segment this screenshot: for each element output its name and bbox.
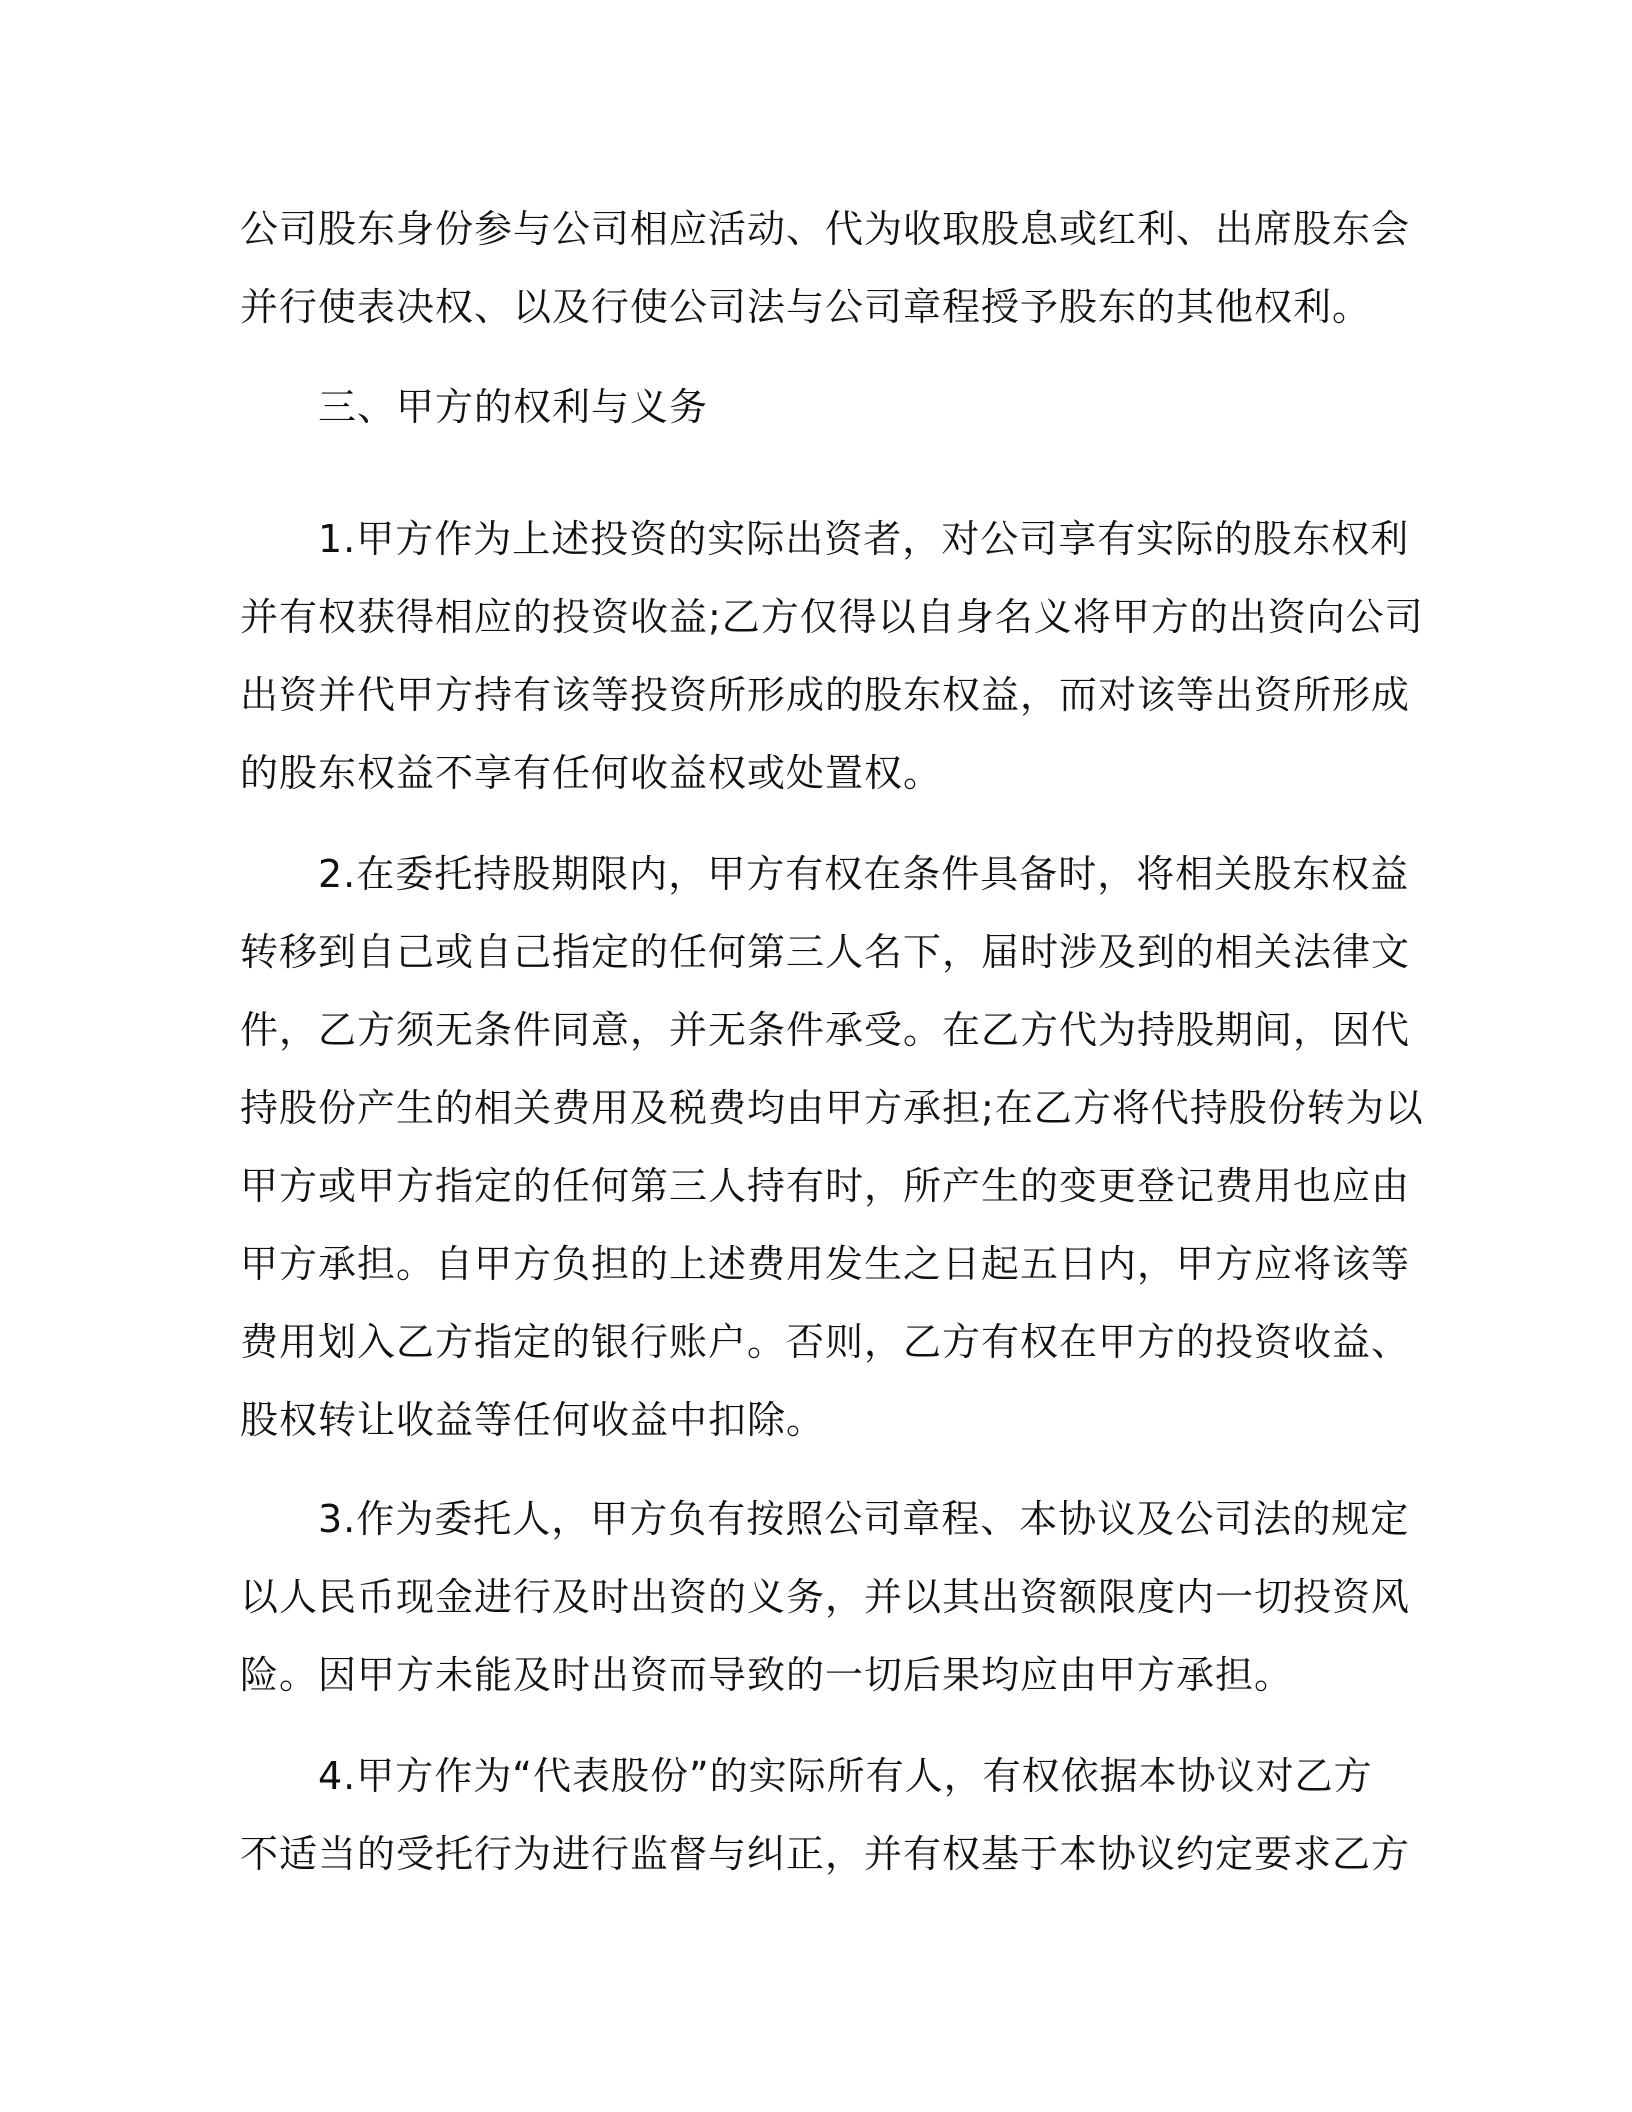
text-line: 股权转让收益等任何收益中扣除。 — [240, 1398, 826, 1442]
text-line: 件，乙方须无条件同意，并无条件承受。在乙方代为持股期间，因代 — [240, 1008, 1411, 1052]
text-line: 甲方或甲方指定的任何第三人持有时，所产生的变更登记费用也应由 — [240, 1164, 1411, 1208]
paragraph-clause-4 — [240, 1737, 1410, 1893]
text-line: 不适当的受托行为进行监督与纠正，并有权基于本协议约定要求乙方 — [240, 1832, 1411, 1876]
paragraph-clause-1 — [240, 500, 1424, 812]
text-line: 险。因甲方未能及时出资而导致的一切后果均应由甲方承担。 — [240, 1653, 1294, 1697]
text-line: 费用划入乙方指定的银行账户。否则，乙方有权在甲方的投资收益、 — [240, 1320, 1411, 1364]
text-line: 公司股东身份参与公司相应活动、代为收取股息或红利、出席股东会 — [240, 207, 1411, 251]
text-line: 以人民币现金进行及时出资的义务，并以其出资额限度内一切投资风 — [240, 1575, 1411, 1619]
text-line: 4.甲方作为“代表股份”的实际所有人，有权依据本协议对乙方 — [318, 1754, 1373, 1798]
text-line: 3.作为委托人，甲方负有按照公司章程、本协议及公司法的规定 — [318, 1497, 1410, 1541]
text-line: 甲方承担。自甲方负担的上述费用发生之日起五日内，甲方应将该等 — [240, 1242, 1411, 1286]
text-line: 持股份产生的相关费用及税费均由甲方承担;在乙方将代持股份转为以 — [240, 1086, 1424, 1130]
paragraph-continuation — [240, 190, 1410, 346]
paragraph-clause-2 — [240, 835, 1424, 1459]
text-line: 并行使表决权、以及行使公司法与公司章程授予股东的其他权利。 — [240, 285, 1372, 329]
text-line: 出资并代甲方持有该等投资所形成的股东权益，而对该等出资所形成 — [240, 673, 1411, 717]
text-line: 的股东权益不享有任何收益权或处置权。 — [240, 751, 943, 795]
text-line: 1.甲方作为上述投资的实际出资者，对公司享有实际的股东权利 — [318, 517, 1410, 561]
text-line: 2.在委托持股期限内，甲方有权在条件具备时，将相关股东权益 — [318, 852, 1410, 896]
section-heading — [240, 368, 708, 446]
heading-text: 三、甲方的权利与义务 — [318, 385, 709, 429]
text-line: 并有权获得相应的投资收益;乙方仅得以自身名义将甲方的出资向公司 — [240, 595, 1424, 639]
paragraph-clause-3 — [240, 1480, 1410, 1714]
text-line: 转移到自己或自己指定的任何第三人名下，届时涉及到的相关法律文 — [240, 930, 1411, 974]
